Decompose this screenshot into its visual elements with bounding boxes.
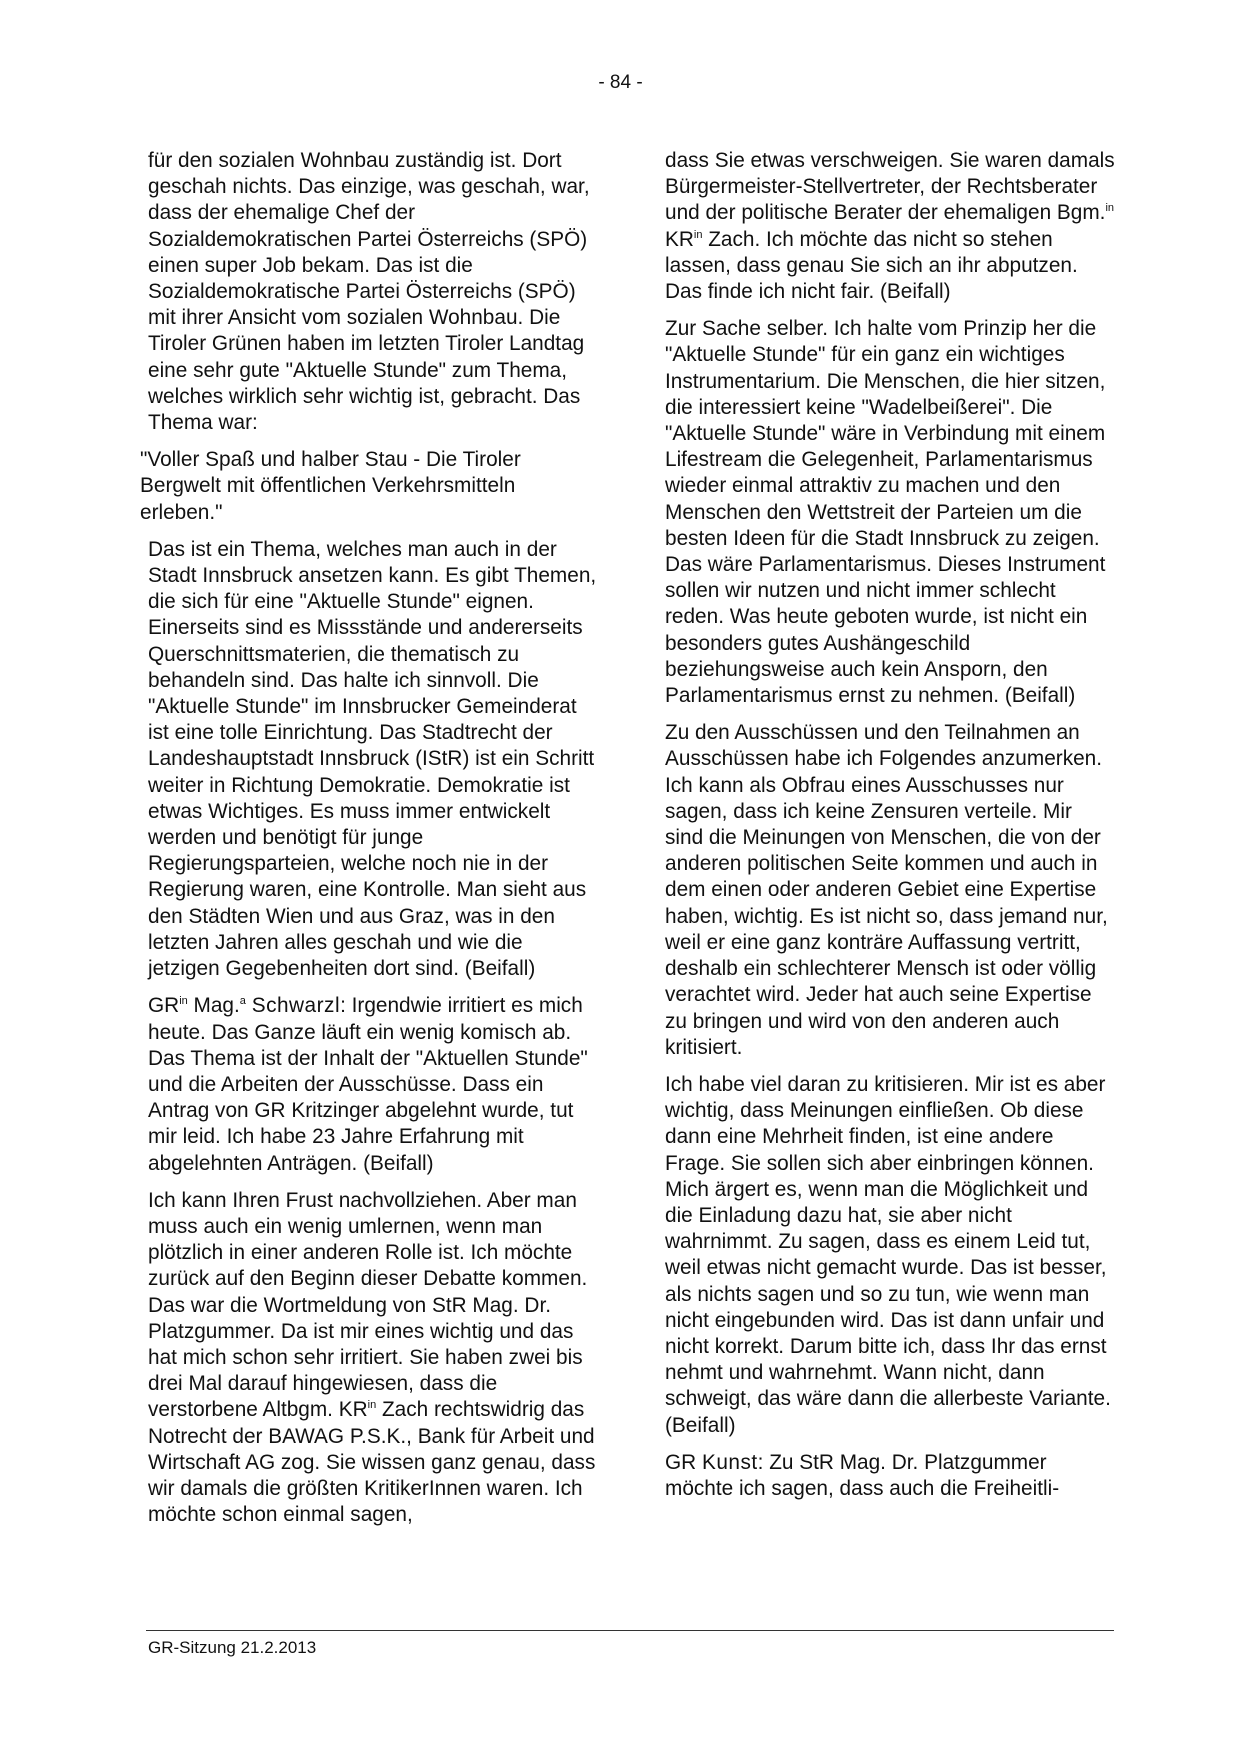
right-paragraph-2: Zur Sache selber. Ich halte vom Prinzip her die "Aktuelle Stunde" für ein ganz ein wichtiges Instrumentarium. Die Menschen, die hier sitzen, die interessiert keine "Wadelbeißerei". Die "Aktuelle Stunde" wäre in Verbindung mit einem Lifestream die Gelegenheit, Parlamentarismus wieder einmal attraktiv zu machen und den Menschen den Wettstreit der Parteien um die besten Ideen für die Stadt Innsbruck zu zeigen. Das wäre Parlamentarismus. Dieses Instrument sollen wir nutzen und nicht immer schlecht reden. Was heute geboten wurde, ist nicht ein besonders gutes Aushängeschild beziehungsweise auch kein Ansporn, den Parlamentarismus ernst zu nehmen. (Beifall) (665, 317, 1106, 708)
text-run: Zach. Ich möchte das nicht so stehen lassen, dass genau Sie sich an ihr abputzen. Das finde ich nicht fair. (Beifall) (665, 227, 1078, 304)
footer-divider (146, 1630, 1114, 1631)
text-run: Zach rechtswidrig das Notrecht der BAWAG P.S.K., Bank für Arbeit und Wirtschaft AG zog. Sie wissen ganz genau, dass wir damals die größten KritikerInnen waren. Ich möchte schon einmal sagen, (148, 1398, 596, 1527)
page-number: - 84 - (598, 72, 643, 93)
left-column (140, 148, 598, 1539)
left-paragraph-3 (148, 993, 598, 1176)
speaker-degree-sup: a (239, 995, 246, 1008)
speaker-name: Schwarzl (251, 994, 341, 1018)
footer-session-label: GR-Sitzung 21.2.2013 (148, 1638, 317, 1657)
speech-text: : Irgendwie irritiert es mich heute. Das Ganze läuft ein wenig komisch ab. Das Thema ist der Inhalt der "Aktuellen Stunde" und die Arbeiten der Ausschüsse. Dass ein Antrag von GR Kritzinger abgelehnt wurde, tut mir leid. Ich habe 23 Jahre Erfahrung mit abgelehnten Anträgen. (Beifall) (148, 994, 588, 1175)
speech-text: : Zu StR Mag. Dr. Platzgummer möchte ich sagen, dass auch die Freiheitli- (665, 1450, 1060, 1500)
right-paragraph-1 (665, 148, 1115, 305)
title-sup: in (367, 1399, 377, 1412)
right-paragraph-4: Ich habe viel daran zu kritisieren. Mir ist es aber wichtig, dass Meinungen einfließen. Ob diese dann eine Mehrheit finden, ist eine andere Frage. Sie sollen sich aber einbringen können. Mich ärgert es, wenn man die Möglichkeit und die Einladung dazu hat, sie aber nicht wahrnimmt. Zu sagen, dass es einem Leid tut, weil etwas nicht gemacht wurde. Das ist besser, als nichts sagen und so zu tun, wie wenn man nicht eingebunden wird. Das ist dann unfair und nicht korrekt. Darum bitte ich, dass Ihr das ernst nehmt und wahrnehmt. Wann nicht, dann schweigt, das wäre dann die allerbeste Variante. (Beifall) (665, 1072, 1111, 1437)
speaker-title: GR (665, 1450, 697, 1474)
title-sup: in (1105, 202, 1115, 215)
left-paragraph-2: Das ist ein Thema, welches man auch in der Stadt Innsbruck ansetzen kann. Es gibt Themen, die sich für eine "Aktuelle Stunde" eignen. Einerseits sind es Missstände und andererseits Querschnittsmaterien, die thematisch zu behandeln sind. Das halte ich sinnvoll. Die "Aktuelle Stunde" im Innsbrucker Gemeinderat ist eine tolle Einrichtung. Das Stadtrecht der Landeshauptstadt Innsbruck (IStR) ist ein Schritt weiter in Richtung Demokratie. Demokratie ist etwas Wichtiges. Es muss immer entwickelt werden und benötigt für junge Regierungsparteien, welche noch nie in der Regierung waren, eine Kontrolle. Man sieht aus den Städten Wien und aus Graz, was in den letzten Jahren alles geschah und wie die jetzigen Gegebenheiten dort sind. (Beifall) (148, 537, 597, 981)
left-quote: "Voller Spaß und halber Stau - Die Tiroler Bergwelt mit öffentlichen Verkehrsmitteln erleben." (140, 448, 521, 524)
speaker-degree: Mag. (193, 994, 240, 1018)
text-run: Ich kann Ihren Frust nachvollziehen. Aber man muss auch ein wenig umlernen, wenn man plötzlich in einer anderen Rolle ist. Ich möchte zurück auf den Beginn dieser Debatte kommen. Das war die Wortmeldung von StR Mag. Dr. Platzgummer. Da ist mir eines wichtig und das hat mich schon sehr irritiert. Sie haben zwei bis drei Mal darauf hingewiesen, dass die verstorbene Altbgm. KR (148, 1188, 588, 1422)
right-paragraph-3: Zu den Ausschüssen und den Teilnahmen an Ausschüssen habe ich Folgendes anzumerken. Ich kann als Obfrau eines Ausschusses nur sagen, dass ich keine Zensuren verteile. Mir sind die Meinungen von Menschen, die von der anderen politischen Seite kommen und auch in dem einen oder anderen Gebiet eine Expertise haben, wichtig. Es ist nicht so, dass jemand nur, weil er eine ganz konträre Auffassung vertritt, deshalb ein schlechterer Mensch ist oder völlig verachtet wird. Jeder hat auch seine Expertise zu bringen und wird von den anderen auch kritisiert. (665, 721, 1108, 1059)
speaker-title-sup: in (179, 995, 188, 1008)
text-run: dass Sie etwas verschweigen. Sie waren damals Bürgermeister-Stellvertreter, der Rechtsberater und der politische Berater der ehemaligen Bgm. (665, 149, 1115, 225)
text-run: KR (665, 227, 694, 251)
title-sup: in (693, 228, 703, 241)
right-column (665, 148, 1115, 1513)
right-paragraph-5 (665, 1450, 1115, 1502)
left-paragraph-1: für den sozialen Wohnbau zuständig ist. Dort geschah nichts. Das einzige, was geschah, war, dass der ehemalige Chef der Sozialdemokratischen Partei Österreichs (SPÖ) einen super Job bekam. Das ist die Sozialdemokratische Partei Österreichs (SPÖ) mit ihrer Ansicht vom sozialen Wohnbau. Die Tiroler Grünen haben im letzten Tiroler Landtag eine sehr gute "Aktuelle Stunde" zum Thema, welches wirklich sehr wichtig ist, gebracht. Das Thema war: (148, 149, 590, 435)
left-paragraph-4 (148, 1188, 598, 1529)
speaker-title: GR (148, 994, 180, 1018)
speaker-name: Kunst (701, 1450, 758, 1474)
